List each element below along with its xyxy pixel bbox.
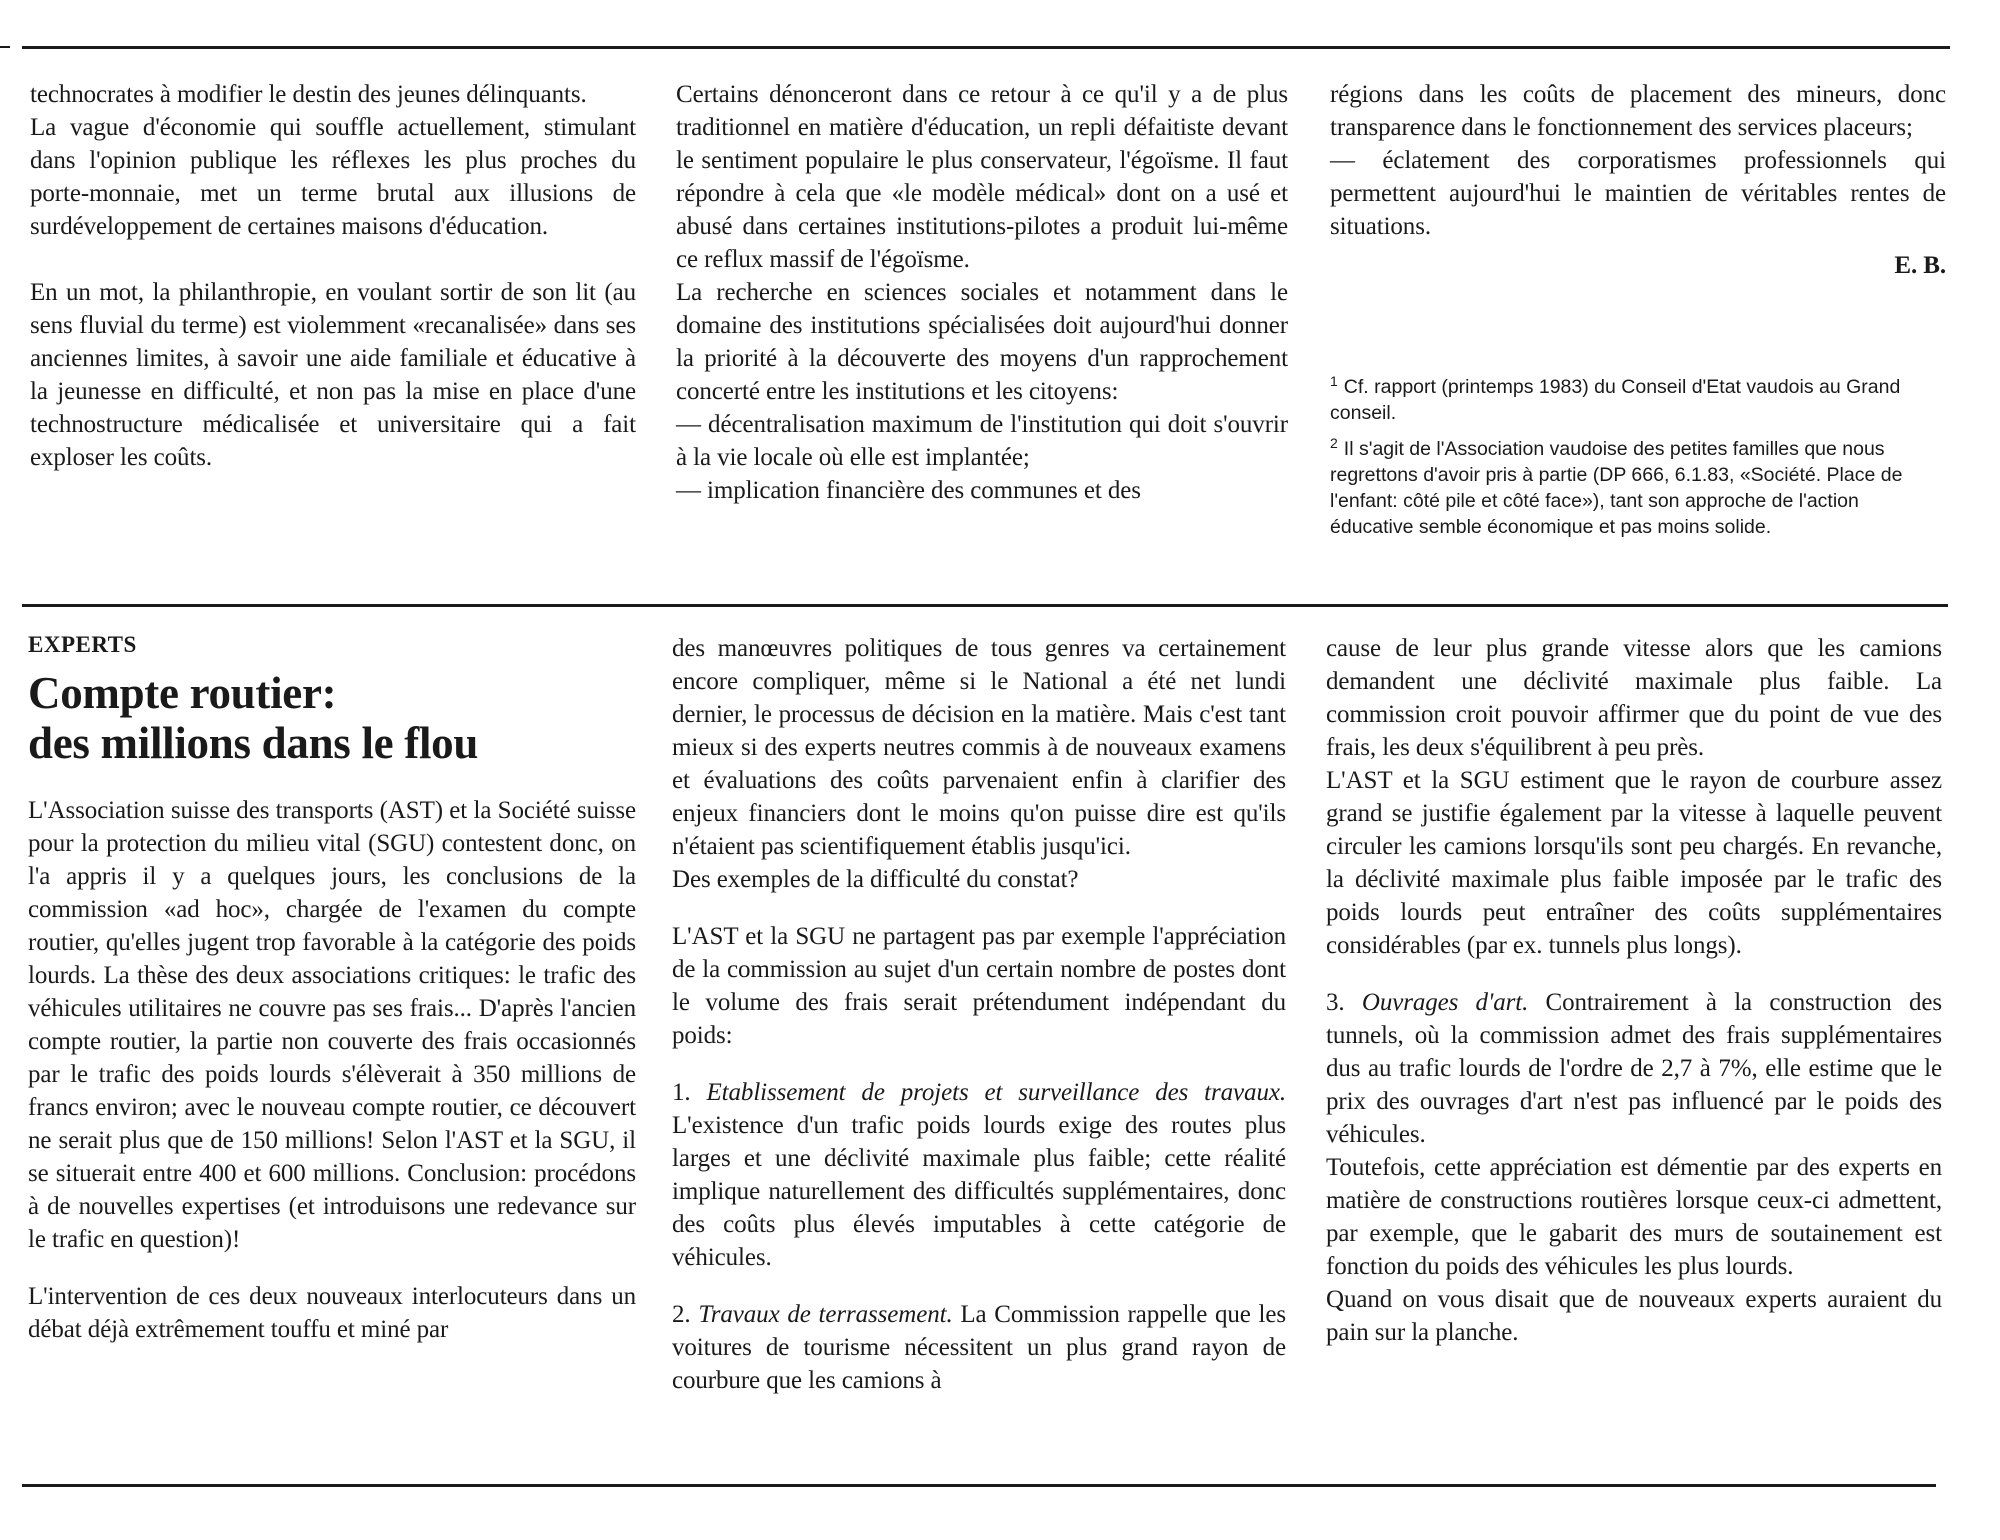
item-number: 3. bbox=[1326, 989, 1345, 1016]
paragraph: Quand on vous disait que de nouveaux experts auraient du pain sur la planche. bbox=[1326, 1286, 1942, 1346]
footnote bbox=[1330, 374, 1946, 426]
footnote-number: 2 bbox=[1330, 434, 1338, 451]
footnotes bbox=[1330, 374, 1946, 550]
item-text: La Commission rappelle que les voitures de tourisme nécessitent un plus grand rayon de courbure que les camions à bbox=[672, 1301, 1286, 1394]
item-text: L'existence d'un trafic poids lourds exige des routes plus larges et une déclivité maximale plus faible; cette réalité implique naturellement des difficultés supplémentaires, donc des coûts plus élevés imputables à cette catégorie de véhicules. bbox=[672, 1112, 1286, 1271]
paragraph: La recherche en sciences sociales et notamment dans le domaine des institutions spécialisées doit aujourd'hui donner la priorité à la découverte des moyens d'un rapprochement concerté entre les institutions et les citoyens: bbox=[676, 279, 1288, 405]
paragraph: cause de leur plus grande vitesse alors que les camions demandent une déclivité maximale plus faible. La commission croit pouvoir affirmer que du point de vue des frais, les deux s'équilibrent à peu près. bbox=[1326, 635, 1942, 761]
item-text: Contrairement à la construction des tunnels, où la commission admet des frais supplémentaires dus au trafic lourds de l'ordre de 2,7 à 7%, elle estime que le prix des ouvrages d'art n'est pas influencé par le poids des véhicules. bbox=[1326, 989, 1943, 1148]
top-column-3 bbox=[1330, 78, 1946, 282]
top-column-1 bbox=[30, 78, 636, 474]
paragraph: En un mot, la philanthropie, en voulant sortir de son lit (au sens fluvial du terme) est violemment «recanalisée» dans ses anciennes limites, à savoir une aide familiale et éducative à la jeunesse en difficulté, et non pas la mise en place d'une technostructure médicalisée et universitaire qui a fait exploser les coûts. bbox=[30, 279, 636, 471]
article-column-1 bbox=[28, 630, 636, 1346]
paragraph: L'Association suisse des transports (AST) et la Société suisse pour la protection du milieu vital (SGU) contestent donc, on l'a appris il y a quelques jours, les conclusions de la commission «ad hoc», chargée de l'examen du compte routier, qu'elles jugent trop favorable à la catégorie des poids lourds. La thèse des deux associations critiques: le trafic des véhicules utilitaires ne couvre pas ses frais... D'après l'ancien compte routier, la partie non couverte des frais occasionnés par le trafic des poids lourds s'élèverait à 350 millions de francs environ; avec le nouveau compte routier, ce découvert ne serait plus que de 150 millions! Selon l'AST et la SGU, il se situerait entre 400 et 600 millions. Conclusion: procédons à de nouvelles expertises (et introduisons une redevance sur le trafic en question)! bbox=[28, 797, 636, 1253]
numbered-item bbox=[672, 1076, 1286, 1274]
list-item: — implication financière des communes et des bbox=[676, 477, 1141, 504]
section-kicker: EXPERTS bbox=[28, 632, 137, 657]
numbered-item bbox=[672, 1298, 1286, 1397]
article-column-2 bbox=[672, 632, 1286, 1397]
item-number: 1. bbox=[672, 1079, 691, 1106]
paragraph: régions dans les coûts de placement des mineurs, donc transparence dans le fonctionnement des services placeurs; bbox=[1330, 81, 1946, 141]
list-item: — décentralisation maximum de l'institution qui doit s'ouvrir à la vie locale où elle est implantée; bbox=[676, 411, 1288, 471]
item-title: Etablissement de projets et surveillance des travaux. bbox=[706, 1079, 1286, 1106]
margin-tick bbox=[0, 46, 10, 48]
section-divider-rule bbox=[22, 604, 1948, 607]
list-item: — éclatement des corporatismes professionnels qui permettent aujourd'hui le maintien de véritables rentes de situations. bbox=[1330, 147, 1946, 240]
numbered-item bbox=[1326, 986, 1942, 1151]
paragraph: L'intervention de ces deux nouveaux interlocuteurs dans un débat déjà extrêmement touffu et miné par bbox=[28, 1283, 636, 1343]
item-title: Travaux de terrassement. bbox=[698, 1301, 953, 1328]
paragraph: Certains dénonceront dans ce retour à ce qu'il y a de plus traditionnel en matière d'éducation, un repli défaitiste devant le sentiment populaire le plus conservateur, l'égoïsme. Il faut répondre à cela que «le modèle médical» dont on a usé et abusé dans certaines institutions-pilotes a produit lui-même ce reflux massif de l'égoïsme. bbox=[676, 81, 1288, 273]
paragraph: Des exemples de la difficulté du constat? bbox=[672, 866, 1079, 893]
paragraph: L'AST et la SGU ne partagent pas par exemple l'appréciation de la commission au sujet d'un certain nombre de postes dont le volume des frais serait prétendument indépendant du poids: bbox=[672, 923, 1286, 1049]
item-title: Ouvrages d'art. bbox=[1361, 989, 1529, 1016]
footnote-number: 1 bbox=[1330, 372, 1338, 389]
footnote-text: Cf. rapport (printemps 1983) du Conseil d'Etat vaudois au Grand conseil. bbox=[1330, 376, 1901, 424]
footnote bbox=[1330, 436, 1946, 540]
paragraph: La vague d'économie qui souffle actuellement, stimulant dans l'opinion publique les réflexes les plus proches du porte-monnaie, met un terme brutal aux illusions de surdéveloppement de certaines maisons d'éducation. bbox=[30, 114, 636, 240]
author-signature: E. B. bbox=[1894, 252, 1946, 279]
item-number: 2. bbox=[672, 1301, 691, 1328]
footnote-text: Il s'agit de l'Association vaudoise des petites familles que nous regrettons d'avoir pris à partie (DP 666, 6.1.83, «Société. Place de l'enfant: côté pile et côté face»), tant son approche de l'action éducative semble économique et pas moins solide. bbox=[1330, 438, 1903, 538]
headline-line: Compte routier: bbox=[28, 668, 337, 718]
article-headline bbox=[28, 668, 636, 768]
top-rule bbox=[22, 46, 1950, 49]
paragraph: L'AST et la SGU estiment que le rayon de courbure assez grand se justifie également par la vitesse à laquelle peuvent circuler les camions lorsqu'ils sont peu chargés. En revanche, la déclivité maximale plus faible imposée par le trafic des poids lourds peut entraîner des coûts supplémentaires considérables (par ex. tunnels plus longs). bbox=[1326, 767, 1942, 959]
article-column-3 bbox=[1326, 632, 1942, 1349]
bottom-rule bbox=[22, 1484, 1936, 1487]
top-column-2 bbox=[676, 78, 1288, 507]
paragraph: des manœuvres politiques de tous genres va certainement encore compliquer, même si le National a été net lundi dernier, le processus de décision en la matière. Mais c'est tant mieux si des experts neutres commis à de nouveaux examens et évaluations des coûts parvenaient enfin à clarifier des enjeux financiers dont le moins qu'on puisse dire est qu'ils n'étaient pas scientifiquement établis jusqu'ici. bbox=[672, 635, 1286, 860]
paragraph: technocrates à modifier le destin des jeunes délinquants. bbox=[30, 81, 587, 108]
headline-line: des millions dans le flou bbox=[28, 718, 479, 768]
paragraph: Toutefois, cette appréciation est démentie par des experts en matière de constructions routières lorsque ceux-ci admettent, par exemple, que le gabarit des murs de soutainement est fonction du poids des véhicules les plus lourds. bbox=[1326, 1154, 1942, 1280]
